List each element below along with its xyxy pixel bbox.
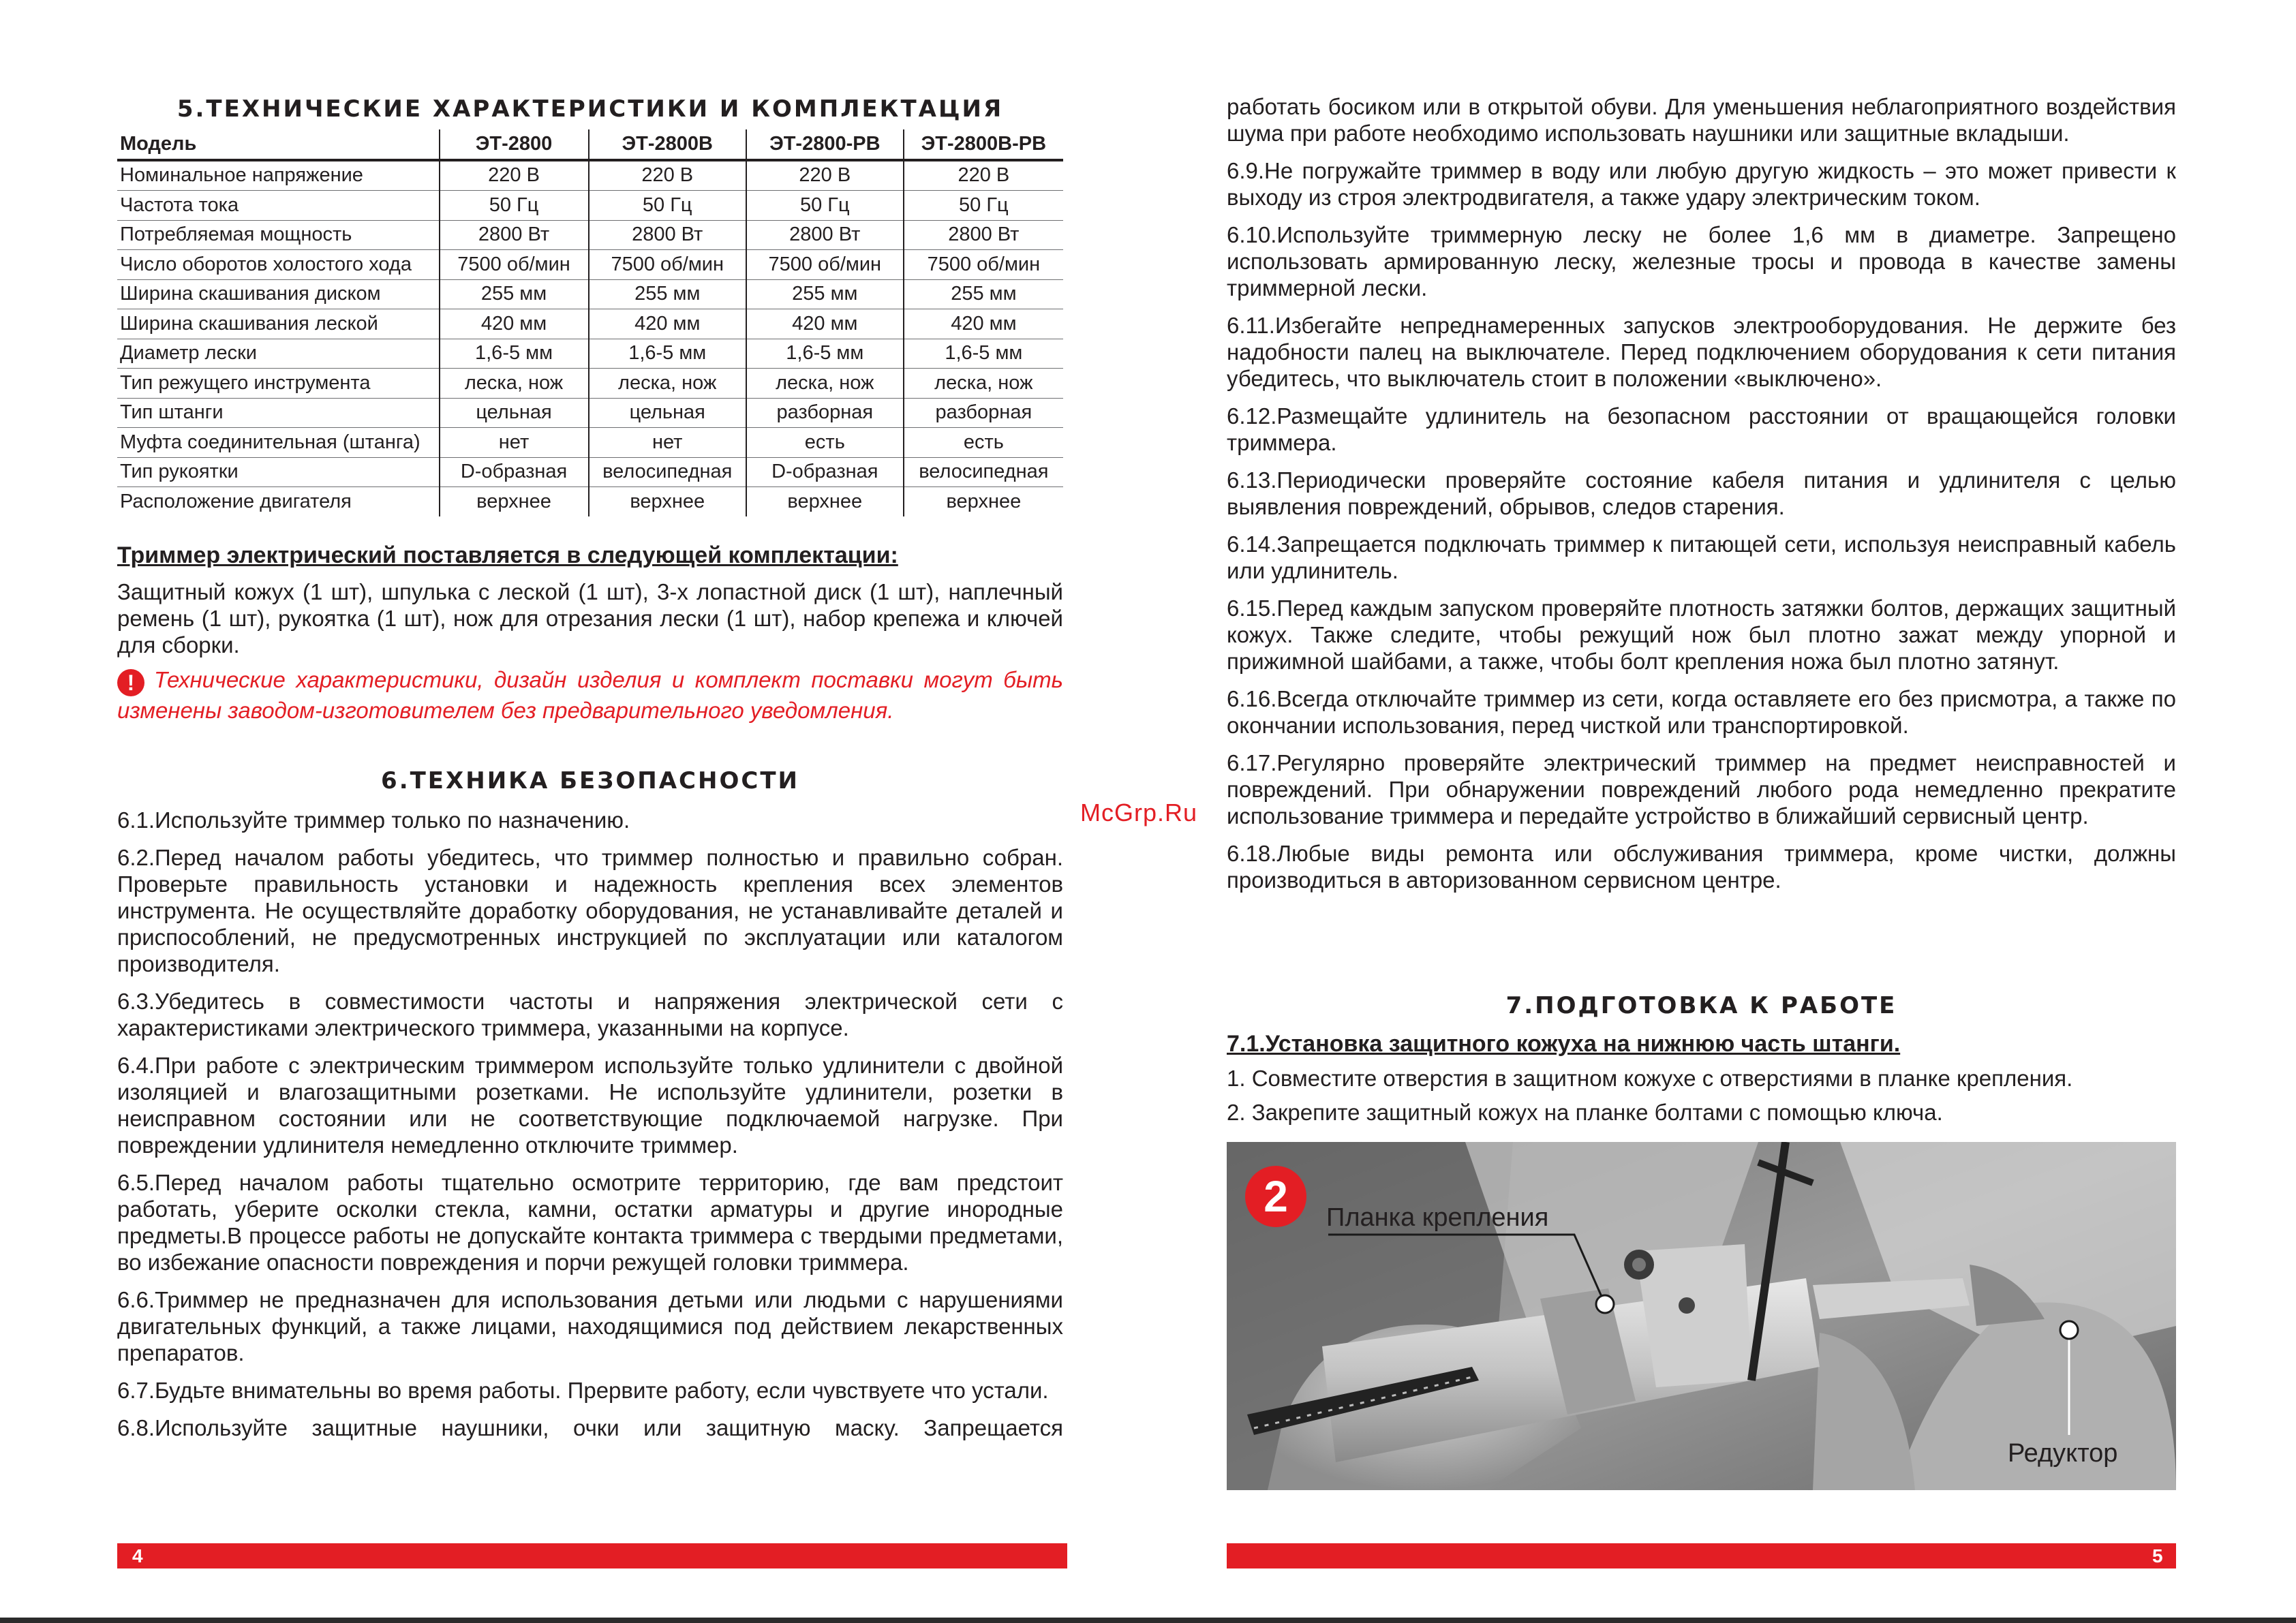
table-cell: 50 Гц xyxy=(589,191,746,221)
table-cell: 1,6-5 мм xyxy=(904,339,1063,369)
footer-bar-right xyxy=(1227,1543,2176,1568)
table-row xyxy=(117,160,1063,191)
section-6-text xyxy=(117,807,1063,1452)
table-cell: 7500 об/мин xyxy=(589,250,746,280)
table-cell: 220 В xyxy=(589,160,746,191)
table-cell: есть xyxy=(746,428,904,458)
table-cell-param: Номинальное напряжение xyxy=(117,160,440,191)
table-cell: D-образная xyxy=(746,457,904,487)
paragraph: 6.10.Используйте триммерную леску не более 1,6 мм в диаметре. Запрещено использовать армированную леску, железные тросы и провода в качестве замены триммерной лески. xyxy=(1227,222,2176,300)
column-header: ЭТ-2800 xyxy=(440,129,589,160)
table-cell: D-образная xyxy=(440,457,589,487)
paragraph: 6.14.Запрещается подключать триммер к питающей сети, используя неисправный кабель или удлинитель. xyxy=(1227,531,2176,583)
warning-note xyxy=(117,666,1063,724)
table-cell: нет xyxy=(440,428,589,458)
paragraph: 6.12.Размещайте удлинитель на безопасном расстоянии от вращающейся головки триммера. xyxy=(1227,403,2176,455)
table-cell: цельная xyxy=(589,398,746,428)
table-cell: 420 мм xyxy=(904,309,1063,339)
table-cell: велосипедная xyxy=(589,457,746,487)
spec-table-header xyxy=(117,129,1063,160)
table-cell: 420 мм xyxy=(440,309,589,339)
table-cell-param: Расположение двигателя xyxy=(120,490,352,512)
steps-list xyxy=(1227,1065,2176,1126)
table-cell: 420 мм xyxy=(746,309,904,339)
photo-illustration xyxy=(1227,1142,2176,1490)
table-cell: верхнее xyxy=(904,487,1063,516)
table-cell-param: Муфта соединительная (штанга) xyxy=(117,428,440,458)
table-cell: 255 мм xyxy=(440,279,589,309)
table-cell: верхнее xyxy=(746,487,904,516)
step-item: 2. Закрепите защитный кожух на планке болтами с помощью ключа. xyxy=(1227,1100,1943,1125)
table-cell-param: Ширина скашивания диском xyxy=(117,279,440,309)
table-cell: 7500 об/мин xyxy=(440,250,589,280)
table-cell: 1,6-5 мм xyxy=(440,339,589,369)
paragraph: 6.13.Периодически проверяйте состояние кабеля питания и удлинителя с целью выявления повреждений, обрывов, следов старения. xyxy=(1227,467,2176,519)
table-row xyxy=(117,250,1063,280)
table-row xyxy=(117,220,1063,250)
table-cell-param: Диаметр лески xyxy=(117,339,440,369)
table-cell: 255 мм xyxy=(904,279,1063,309)
table-cell: леска, нож xyxy=(746,369,904,399)
table-cell-param: Тип рукоятки xyxy=(117,457,440,487)
safety-text-continued xyxy=(1227,93,2176,904)
table-row xyxy=(117,339,1063,369)
table-cell: 255 мм xyxy=(589,279,746,309)
table-cell-param: Частота тока xyxy=(117,191,440,221)
label-mounting-plate: Планка крепления xyxy=(1326,1203,1549,1232)
table-cell: 1,6-5 мм xyxy=(746,339,904,369)
table-cell: цельная xyxy=(440,398,589,428)
paragraph: 6.2.Перед началом работы убедитесь, что триммер полностью и правильно собран. Проверьте правильность установки и надежность крепления всех элементов инструмента. Не осуществляйте доработку оборудования, не устанавливайте деталей и приспособлений, не предусмотренных инструкцией по эксплуатации или каталогом производителя. xyxy=(117,845,1063,976)
table-cell: 2800 Вт xyxy=(904,220,1063,250)
paragraph: 6.8.Используйте защитные наушники, очки или защитную маску. Запрещается xyxy=(117,1415,1063,1440)
assembly-photo xyxy=(1227,1142,2176,1490)
table-cell: 7500 об/мин xyxy=(746,250,904,280)
spec-table xyxy=(117,129,1063,516)
table-cell: велосипедная xyxy=(904,457,1063,487)
paragraph: 6.9.Не погружайте триммер в воду или любую другую жидкость – это может привести к выходу из строя электродвигателя, а также удару электрическим током. xyxy=(1227,158,2176,210)
column-header: ЭТ-2800-РВ xyxy=(746,129,904,160)
table-cell-param: Потребляемая мощность xyxy=(117,220,440,250)
table-cell: 50 Гц xyxy=(440,191,589,221)
table-cell: леска, нож xyxy=(440,369,589,399)
table-cell-param: Число оборотов холостого хода xyxy=(117,250,440,280)
section-5-title: 5.ТЕХНИЧЕСКИЕ ХАРАКТЕРИСТИКИ И КОМПЛЕКТАЦИЯ xyxy=(177,95,1004,123)
table-cell: 2800 Вт xyxy=(746,220,904,250)
table-row xyxy=(117,428,1063,458)
table-cell: 255 мм xyxy=(746,279,904,309)
footer-bar-left xyxy=(117,1543,1067,1568)
table-cell: нет xyxy=(589,428,746,458)
table-cell: леска, нож xyxy=(904,369,1063,399)
table-cell: 2800 Вт xyxy=(589,220,746,250)
table-row xyxy=(117,309,1063,339)
table-row xyxy=(117,487,1063,516)
table-row xyxy=(117,279,1063,309)
table-cell: разборная xyxy=(746,398,904,428)
table-cell: 50 Гц xyxy=(746,191,904,221)
section-7-title: 7.ПОДГОТОВКА К РАБОТЕ xyxy=(1505,992,1897,1019)
table-cell: 220 В xyxy=(904,160,1063,191)
column-header: ЭТ-2800В-РВ xyxy=(904,129,1063,160)
table-cell: верхнее xyxy=(440,487,589,516)
warning-text: Технические характеристики, дизайн изделия и комплект поставки могут быть изменены заводом-изготовителем без предварительного уведомления. xyxy=(117,667,1063,723)
subsection-7-1-title: 7.1.Установка защитного кожуха на нижнюю часть штанги. xyxy=(1227,1031,1901,1057)
paragraph: 6.5.Перед началом работы тщательно осмотрите территорию, где вам предстоит работать, уберите осколки стекла, камни, остатки арматуры и другие инородные предметы.В процессе работы не допускайте контакта триммера с твердыми предметами, во избежание опасности повреждения и порчи режущей головки триммера. xyxy=(117,1170,1063,1275)
paragraph: 6.15.Перед каждым запуском проверяйте плотность затяжки болтов, держащих защитный кожух. Также следите, чтобы режущий нож был плотно зажат между упорной и прижимной шайбами, а также, чтобы болт крепления ножа был плотно затянут. xyxy=(1227,596,2176,674)
table-cell: 220 В xyxy=(746,160,904,191)
paragraph: 6.11.Избегайте непреднамеренных запусков электрооборудования. Не держите без надобности палец на выключателе. Перед подключением оборудования к сети питания убедитесь, что выключатель стоит в положении «выключено». xyxy=(1227,313,2176,391)
table-cell-param: Тип режущего инструмента xyxy=(117,369,440,399)
paragraph: работать босиком или в открытой обуви. Для уменьшения неблагоприятного воздействия шума при работе необходимо использовать наушники или защитные вкладыши. xyxy=(1227,94,2176,146)
step-item: 1. Совместите отверстия в защитном кожухе с отверстиями в планке крепления. xyxy=(1227,1066,2073,1091)
page-number-left: 4 xyxy=(132,1545,143,1566)
kit-title: Триммер электрический поставляется в следующей комплектации: xyxy=(117,542,898,568)
table-row xyxy=(117,457,1063,487)
table-cell: 2800 Вт xyxy=(440,220,589,250)
table-cell: 420 мм xyxy=(589,309,746,339)
paragraph: 6.6.Триммер не предназначен для использования детьми или людьми с нарушениями двигательных функций, а также лицами, находящимися под действием лекарственных препаратов. xyxy=(117,1287,1063,1365)
paragraph: 6.7.Будьте внимательны во время работы. Прервите работу, если чувствуете что устали. xyxy=(117,1378,1049,1403)
paragraph: 6.1.Используйте триммер только по назначению. xyxy=(117,807,630,833)
label-gearbox: Редуктор xyxy=(2008,1439,2118,1468)
section-6-title: 6.ТЕХНИКА БЕЗОПАСНОСТИ xyxy=(381,767,799,794)
table-cell: разборная xyxy=(904,398,1063,428)
paragraph: 6.18.Любые виды ремонта или обслуживания триммера, кроме чистки, должны производиться в авторизованном сервисном центре. xyxy=(1227,841,2176,893)
page-number-right: 5 xyxy=(2152,1545,2163,1566)
table-cell: леска, нож xyxy=(589,369,746,399)
bottom-edge xyxy=(0,1618,2296,1623)
column-header: ЭТ-2800В xyxy=(589,129,746,160)
kit-text: Защитный кожух (1 шт), шпулька с леской (1 шт), 3-х лопастной диск (1 шт), наплечный ремень (1 шт), рукоятка (1 шт), нож для отрезания лески (1 шт), набор крепежа и ключей для сборки. xyxy=(117,579,1063,658)
table-row xyxy=(117,398,1063,428)
paragraph: 6.3.Убедитесь в совместимости частоты и напряжения электрической сети с характеристиками электрического триммера, указанными на корпусе. xyxy=(117,989,1063,1040)
table-row xyxy=(117,191,1063,221)
paragraph: 6.17.Регулярно проверяйте электрический триммер на предмет неисправностей и повреждений. При обнаружении повреждений любого рода немедленно прекратите использование триммера и передайте устройство в ближайший сервисный центр. xyxy=(1227,750,2176,829)
table-cell: 7500 об/мин xyxy=(904,250,1063,280)
table-cell: 50 Гц xyxy=(904,191,1063,221)
step-number-badge: 2 xyxy=(1245,1166,1306,1227)
table-cell: 1,6-5 мм xyxy=(589,339,746,369)
paragraph: 6.4.При работе с электрическим триммером используйте только удлинители с двойной изоляцией и влагозащитными розетками. Не используйте удлинители, розетки в неисправном состоянии или не соответствующие подключаемой нагрузке. При повреждении удлинителя немедленно отключите триммер. xyxy=(117,1053,1063,1158)
warning-icon: ! xyxy=(117,669,144,696)
table-cell-param: Ширина скашивания леской xyxy=(117,309,440,339)
table-cell: 220 В xyxy=(440,160,589,191)
table-cell: есть xyxy=(904,428,1063,458)
paragraph: 6.16.Всегда отключайте триммер из сети, когда оставляете его без присмотра, а также по окончании использования, перед чисткой или транспортировкой. xyxy=(1227,686,2176,738)
column-header-model: Модель xyxy=(117,129,440,160)
table-cell: верхнее xyxy=(589,487,746,516)
table-cell-param: Тип штанги xyxy=(117,398,440,428)
watermark: McGrp.Ru xyxy=(1080,799,1198,826)
table-row xyxy=(117,369,1063,399)
